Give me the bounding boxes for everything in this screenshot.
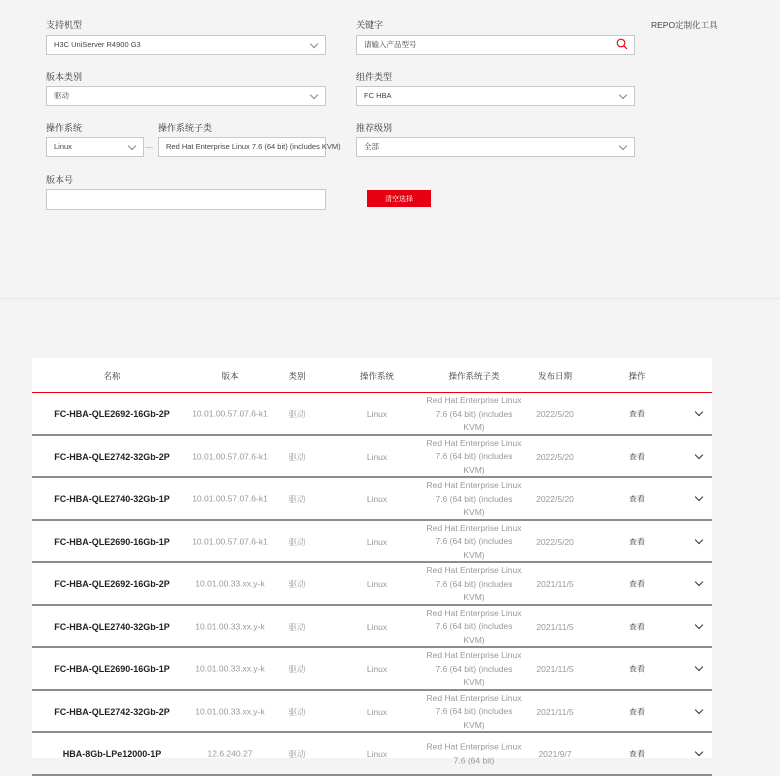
recommend-label: 推荐级别 [356, 123, 393, 133]
release-date: 2021/11/5 [536, 579, 574, 590]
release-date: 2021/11/5 [536, 706, 574, 717]
driver-os-sub: Red Hat Enterprise Linux 7.6 (64 bit) (includes KVM) [426, 437, 522, 475]
driver-type: 驱动 [288, 409, 306, 420]
expand-chevron-icon[interactable] [695, 621, 703, 629]
view-link[interactable]: 查看 [629, 664, 645, 674]
driver-os: Linux [366, 409, 388, 420]
keyword-label: 关键字 [356, 20, 384, 30]
driver-type: 驱动 [288, 451, 306, 462]
driver-os-sub: Red Hat Enterprise Linux 7.6 (64 bit) (includes KVM) [426, 565, 522, 602]
chevron-down-icon [619, 142, 627, 150]
repo-tool-link[interactable]: REPO定制化工具 [651, 20, 718, 30]
os-sub-select[interactable] [158, 137, 341, 157]
driver-type: 驱动 [288, 536, 306, 547]
driver-version: 12.6.240.27 [207, 748, 253, 759]
expand-chevron-icon[interactable] [695, 706, 703, 714]
driver-name: FC-HBA-QLE2690-16Gb-1P [54, 664, 170, 675]
driver-version: 10.01.00.57.07.6-k1 [192, 493, 268, 504]
view-link[interactable]: 查看 [629, 749, 645, 759]
table-header [32, 358, 712, 393]
table-row[interactable] [32, 521, 712, 564]
view-link[interactable]: 查看 [629, 494, 645, 504]
driver-os: Linux [366, 451, 388, 462]
version-no-input[interactable] [46, 189, 326, 210]
driver-name: FC-HBA-QLE2742-32Gb-2P [54, 451, 170, 462]
recommend-select[interactable] [356, 137, 635, 157]
results-table [32, 358, 712, 766]
view-link[interactable]: 查看 [629, 537, 645, 547]
chevron-down-icon [619, 91, 627, 99]
os-label: 操作系统 [46, 123, 83, 133]
view-link[interactable]: 查看 [629, 452, 645, 462]
expand-chevron-icon[interactable] [695, 663, 703, 671]
driver-os-sub: Red Hat Enterprise Linux 7.6 (64 bit) (includes KVM) [426, 480, 522, 517]
expand-chevron-icon[interactable] [695, 451, 703, 459]
table-row[interactable] [32, 648, 712, 691]
driver-type: 驱动 [288, 494, 306, 505]
version-type-select[interactable] [46, 86, 326, 106]
os-sub-label: 操作系统子类 [158, 123, 213, 133]
driver-type: 驱动 [288, 664, 306, 675]
driver-name: FC-HBA-QLE2690-16Gb-1P [54, 536, 170, 547]
driver-name: FC-HBA-QLE2742-32Gb-2P [54, 706, 170, 717]
release-date: 2022/5/20 [536, 451, 574, 462]
header-name: 名称 [103, 371, 121, 381]
driver-os-sub: Red Hat Enterprise Linux 7.6 (64 bit) (includes KVM) [426, 607, 522, 645]
driver-name: FC-HBA-QLE2740-32Gb-1P [54, 494, 170, 505]
recommend-value: 全部 [364, 142, 379, 151]
component-label: 组件类型 [356, 72, 393, 82]
driver-os-sub: Red Hat Enterprise Linux 7.6 (64 bit) (includes KVM) [426, 650, 522, 687]
expand-chevron-icon[interactable] [695, 493, 703, 501]
clear-selection-button[interactable]: 清空选择 [367, 190, 431, 207]
table-row[interactable] [32, 436, 712, 479]
driver-os: Linux [366, 664, 388, 675]
component-value: FC HBA [364, 91, 392, 100]
driver-type: 驱动 [288, 706, 306, 717]
version-type-value: 驱动 [54, 91, 69, 100]
header-type: 类别 [288, 371, 306, 381]
driver-version: 10.01.00.57.07.6-k1 [192, 408, 268, 419]
os-select[interactable] [46, 137, 144, 157]
driver-type: 驱动 [288, 621, 306, 632]
view-link[interactable]: 查看 [629, 409, 645, 419]
driver-os: Linux [366, 749, 388, 760]
view-link[interactable]: 查看 [629, 707, 645, 717]
driver-version: 10.01.00.33.xx.y-k [195, 578, 265, 589]
table-row[interactable] [32, 691, 712, 734]
driver-name: FC-HBA-QLE2692-16Gb-2P [54, 579, 170, 590]
driver-os-sub: Red Hat Enterprise Linux 7.6 (64 bit) [426, 741, 522, 766]
release-date: 2021/9/7 [538, 749, 572, 760]
header-action: 操作 [628, 371, 646, 381]
search-icon[interactable] [616, 38, 628, 50]
driver-version: 10.01.00.57.07.6-k1 [192, 536, 268, 547]
table-row[interactable] [32, 478, 712, 521]
chevron-down-icon [128, 142, 136, 150]
keyword-input-placeholder: 请输入产品型号 [364, 40, 417, 49]
expand-chevron-icon[interactable] [695, 408, 703, 416]
view-link[interactable]: 查看 [629, 579, 645, 589]
driver-name: FC-HBA-QLE2692-16Gb-2P [54, 409, 170, 420]
driver-type: 驱动 [288, 749, 306, 760]
view-link[interactable]: 查看 [629, 622, 645, 632]
chevron-down-icon [310, 40, 318, 48]
model-select[interactable] [46, 35, 326, 55]
separator [145, 147, 153, 148]
header-os: 操作系统 [359, 371, 395, 381]
version-type-label: 版本类别 [46, 72, 83, 82]
header-date: 发布日期 [537, 371, 573, 381]
component-select[interactable] [356, 86, 635, 106]
expand-chevron-icon[interactable] [695, 536, 703, 544]
release-date: 2022/5/20 [536, 409, 574, 420]
release-date: 2021/11/5 [536, 664, 574, 675]
driver-os: Linux [366, 536, 388, 547]
table-row[interactable] [32, 606, 712, 649]
expand-chevron-icon[interactable] [695, 578, 703, 586]
table-row[interactable] [32, 733, 712, 776]
version-no-label: 版本号 [46, 175, 74, 185]
chevron-down-icon [310, 91, 318, 99]
table-row[interactable] [32, 393, 712, 436]
driver-os: Linux [366, 494, 388, 505]
expand-chevron-icon[interactable] [695, 748, 703, 756]
driver-version: 10.01.00.33.xx.y-k [195, 663, 265, 674]
release-date: 2021/11/5 [536, 621, 574, 632]
model-select-value: H3C UniServer R4900 G3 [54, 40, 141, 49]
driver-os: Linux [366, 706, 388, 717]
keyword-input[interactable] [356, 35, 635, 55]
table-row[interactable] [32, 563, 712, 606]
driver-os-sub: Red Hat Enterprise Linux 7.6 (64 bit) (includes KVM) [426, 395, 522, 432]
driver-os: Linux [366, 579, 388, 590]
driver-os-sub: Red Hat Enterprise Linux 7.6 (64 bit) (includes KVM) [426, 522, 522, 560]
model-label: 支持机型 [46, 20, 83, 30]
driver-version: 10.01.00.57.07.6-k1 [192, 451, 268, 462]
release-date: 2022/5/20 [536, 536, 574, 547]
driver-type: 驱动 [288, 579, 306, 590]
filter-panel [0, 0, 780, 299]
driver-version: 10.01.00.33.xx.y-k [195, 621, 265, 632]
driver-os-sub: Red Hat Enterprise Linux 7.6 (64 bit) (includes KVM) [426, 692, 522, 730]
os-value: Linux [54, 142, 72, 151]
release-date: 2022/5/20 [536, 494, 574, 505]
driver-version: 10.01.00.33.xx.y-k [195, 706, 265, 717]
header-version: 版本 [221, 371, 239, 381]
os-sub-value: Red Hat Enterprise Linux 7.6 (64 bit) (includes KVM) [166, 142, 341, 151]
driver-os: Linux [366, 621, 388, 632]
driver-name: FC-HBA-QLE2740-32Gb-1P [54, 621, 170, 632]
header-os-sub: 操作系统子类 [448, 371, 500, 381]
driver-name: HBA-8Gb-LPe12000-1P [62, 749, 162, 760]
